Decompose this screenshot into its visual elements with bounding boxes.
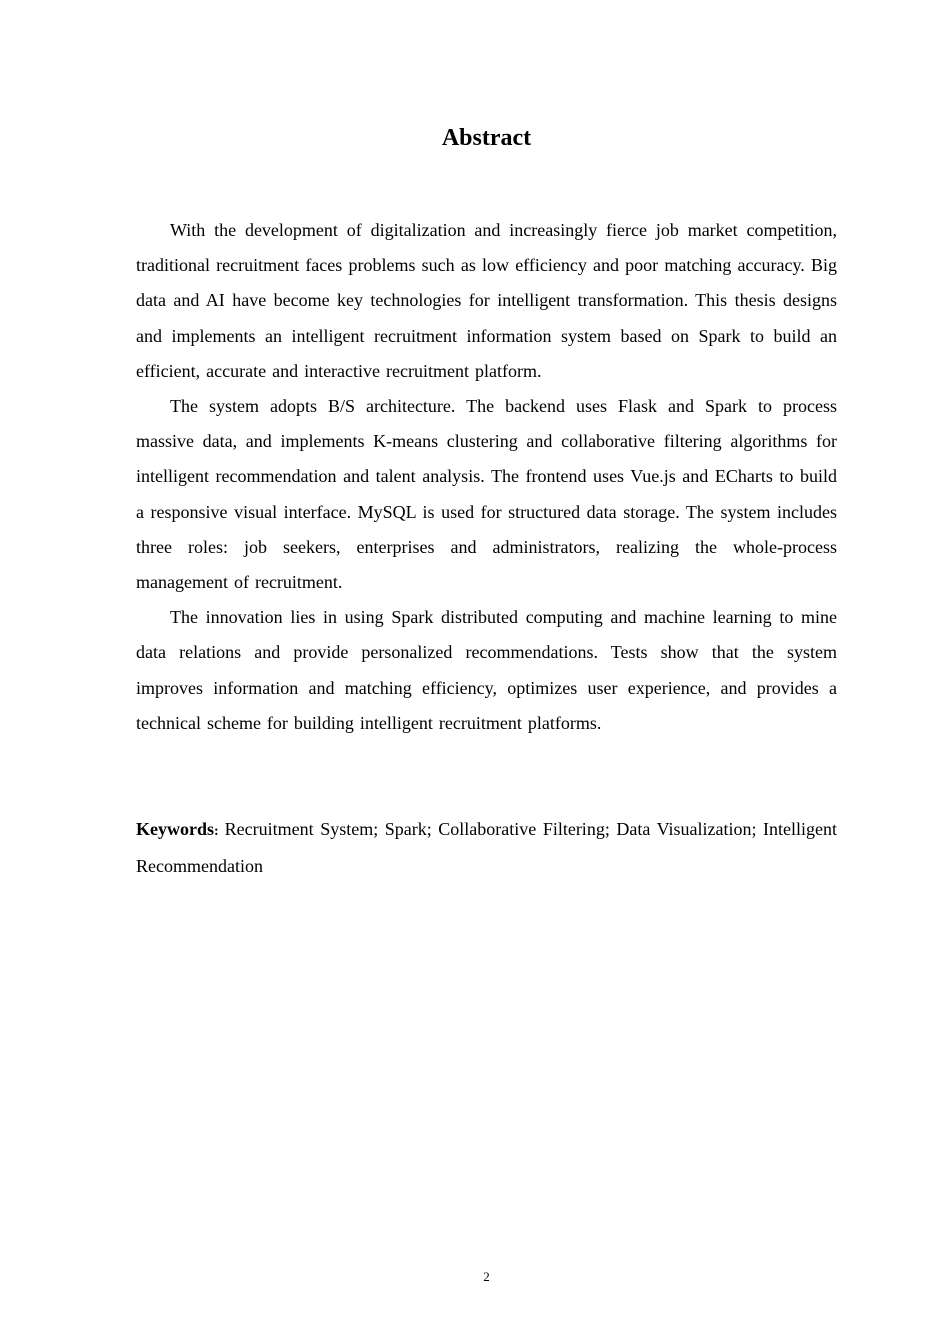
abstract-paragraph-3: The innovation lies in using Spark distributed computing and machine learning to mine data relations and provide personalized recommendations. Tests show that the system improves information and matching efficiency, optimizes user experience, and provides a technical scheme for building intelligent recruitment platforms. (136, 607, 837, 733)
abstract-paragraph-2: The system adopts B/S architecture. The backend uses Flask and Spark to process massive data, and implements K-means clustering and collaborative filtering algorithms for intelligent recommendation and talent analysis. The frontend uses Vue.js and ECharts to build a responsive visual interface. MySQL is used for structured data storage. The system includes three roles: job seekers, enterprises and administrators, realizing the whole-process management of recruitment. (136, 396, 837, 593)
keywords-text: Recruitment System; Spark; Collaborative Filtering; Data Visualization; Intelligent Recommendation (136, 819, 837, 876)
keywords-line (136, 812, 837, 883)
abstract-title: Abstract (441, 125, 532, 151)
abstract-paragraph-1: With the development of digitalization and increasingly fierce job market competition, traditional recruitment faces problems such as low efficiency and poor matching accuracy. Big data and AI have become key technologies for intelligent transformation. This thesis designs and implements an intelligent recruitment information system based on Spark to build an efficient, accurate and interactive recruitment platform. (136, 220, 837, 381)
keywords-separator: : (214, 824, 219, 839)
abstract-body (136, 213, 837, 741)
keywords-label: Keywords (136, 819, 214, 839)
page-number: 2 (483, 1269, 490, 1284)
